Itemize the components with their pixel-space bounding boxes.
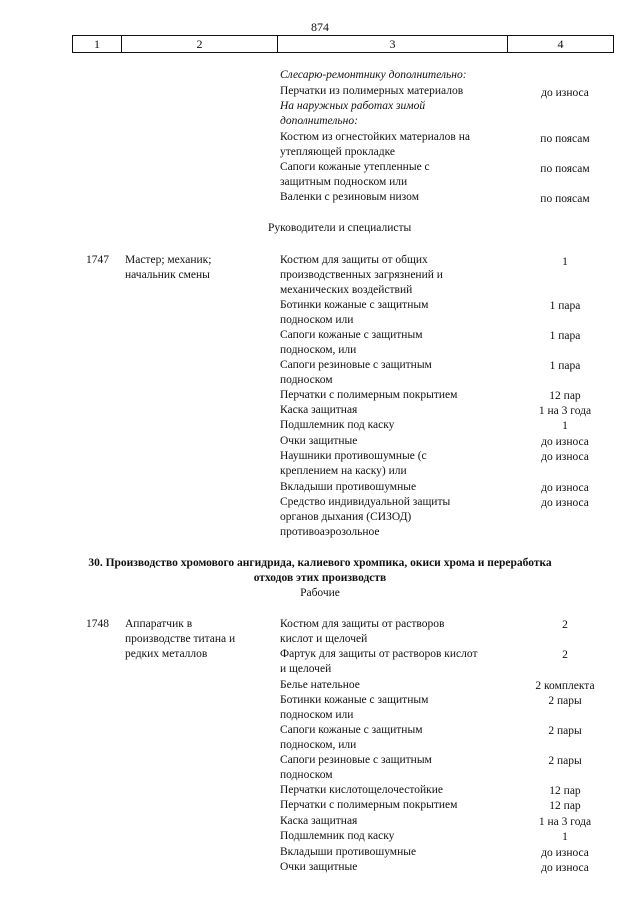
item-text: Каска защитная xyxy=(280,404,358,416)
item-text: Каска защитная xyxy=(280,815,358,827)
entry-number: 1747 xyxy=(86,254,109,266)
item-text: Наушники противошумные (с xyxy=(280,450,427,462)
item-value: до износа xyxy=(541,451,589,463)
profession: начальник смены xyxy=(125,269,210,281)
item-text: Перчатки с полимерным покрытием xyxy=(280,389,458,401)
item-text: подноском xyxy=(280,769,333,781)
col-header-4: 4 xyxy=(508,36,614,53)
profession: Мастер; механик; xyxy=(125,254,212,266)
item-text: Перчатки с полимерным покрытием xyxy=(280,799,458,811)
item-value: 1 пара xyxy=(549,330,581,342)
item-text: Сапоги резиновые с защитным xyxy=(280,359,432,371)
item-value: 12 пар xyxy=(549,390,581,402)
item-text: Сапоги кожаные с защитным xyxy=(280,329,423,341)
item-value: 1 на 3 года xyxy=(538,405,592,417)
item-text: Вкладыши противошумные xyxy=(280,846,417,858)
item-text: утепляющей прокладке xyxy=(280,146,395,158)
item-text: Валенки с резиновым низом xyxy=(280,191,419,203)
col-header-1: 1 xyxy=(73,36,122,53)
item-value: по поясам xyxy=(540,193,590,205)
item-text: На наружных работах зимой xyxy=(280,100,426,112)
item-value: 1 пара xyxy=(549,360,581,372)
item-value: 1 пара xyxy=(549,300,581,312)
item-text: противоаэрозольное xyxy=(280,526,380,538)
item-value: до износа xyxy=(541,436,589,448)
item-value: по поясам xyxy=(540,163,590,175)
item-text: органов дыхания (СИЗОД) xyxy=(280,511,412,523)
col-header-2: 2 xyxy=(122,36,278,53)
item-text: Сапоги резиновые с защитным xyxy=(280,754,432,766)
item-text: Перчатки кислотощелочестойкие xyxy=(280,784,443,796)
section-title: 30. Производство хромового ангидрида, калиевого хромпика, окиси хрома и переработка xyxy=(88,557,552,569)
item-text: Очки защитные xyxy=(280,435,358,447)
item-text: подноском или xyxy=(280,709,354,721)
item-text: кислот и щелочей xyxy=(280,633,368,645)
item-value: по поясам xyxy=(540,133,590,145)
item-value: 2 пары xyxy=(548,755,582,767)
item-value: 2 xyxy=(562,619,568,631)
item-value: 1 xyxy=(562,256,568,268)
item-text: Вкладыши противошумные xyxy=(280,481,417,493)
item-text: дополнительно: xyxy=(280,115,358,127)
profession: Аппаратчик в xyxy=(125,618,193,630)
item-text: Ботинки кожаные с защитным xyxy=(280,299,429,311)
item-value: до износа xyxy=(541,87,589,99)
item-text: Перчатки из полимерных материалов xyxy=(280,85,464,97)
item-text: подноском, или xyxy=(280,344,357,356)
item-value: 12 пар xyxy=(549,785,581,797)
item-text: Сапоги кожаные с защитным xyxy=(280,724,423,736)
item-text: Подшлемник под каску xyxy=(280,830,395,842)
item-value: 1 xyxy=(562,831,568,843)
item-value: до износа xyxy=(541,847,589,859)
item-text: Костюм для защиты от растворов xyxy=(280,618,445,630)
item-text: Слесарю-ремонтнику дополнительно: xyxy=(280,69,467,81)
item-value: до износа xyxy=(541,497,589,509)
section-heading: Рабочие xyxy=(300,587,340,599)
col-header-3: 3 xyxy=(278,36,508,53)
column-header-table xyxy=(72,35,614,53)
item-text: Очки защитные xyxy=(280,861,358,873)
item-value: 2 комплекта xyxy=(535,680,595,692)
item-text: Костюм для защиты от общих xyxy=(280,254,428,266)
item-text: и щелочей xyxy=(280,663,332,675)
item-text: Белье нательное xyxy=(280,679,360,691)
item-value: 2 пары xyxy=(548,695,582,707)
item-text: производственных загрязнений и xyxy=(280,269,443,281)
item-text: Костюм из огнестойких материалов на xyxy=(280,131,470,143)
item-value: 2 пары xyxy=(548,725,582,737)
section-title: отходов этих производств xyxy=(253,572,387,584)
item-value: 12 пар xyxy=(549,800,581,812)
profession: редких металлов xyxy=(125,648,208,660)
item-value: до износа xyxy=(541,482,589,494)
item-text: подноском, или xyxy=(280,739,357,751)
item-value: до износа xyxy=(541,862,589,874)
item-text: защитным подноском или xyxy=(280,176,408,188)
item-text: подноском xyxy=(280,374,333,386)
item-value: 1 на 3 года xyxy=(538,816,592,828)
section-heading: Руководители и специалисты xyxy=(268,222,412,234)
item-value: 1 xyxy=(562,420,568,432)
item-value: 2 xyxy=(562,649,568,661)
item-text: Фартук для защиты от растворов кислот xyxy=(280,648,478,660)
item-text: Ботинки кожаные с защитным xyxy=(280,694,429,706)
item-text: подноском или xyxy=(280,314,354,326)
item-text: Подшлемник под каску xyxy=(280,419,395,431)
item-text: Средство индивидуальной защиты xyxy=(280,496,451,508)
page-number: 874 xyxy=(311,20,329,34)
item-text: Сапоги кожаные утепленные с xyxy=(280,161,430,173)
entry-number: 1748 xyxy=(86,618,109,630)
item-text: креплением на каску) или xyxy=(280,465,407,477)
item-text: механических воздействий xyxy=(280,284,413,296)
profession: производстве титана и xyxy=(125,633,236,645)
